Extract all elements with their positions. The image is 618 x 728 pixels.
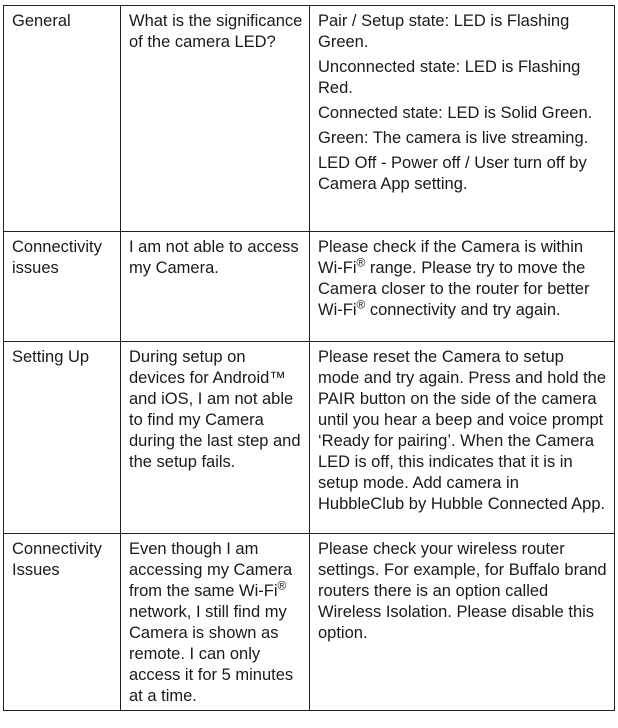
table-row <box>4 342 615 534</box>
registered-mark: ® <box>277 578 287 593</box>
registered-mark: ® <box>356 255 366 270</box>
table-row <box>4 232 615 342</box>
answer-cell <box>310 342 615 534</box>
answer-cell <box>310 6 615 232</box>
category-text: Connectivity Issues <box>12 540 102 579</box>
faq-table <box>3 5 615 711</box>
category-cell <box>4 232 121 342</box>
category-text: Setting Up <box>12 348 90 366</box>
category-text: General <box>12 12 71 30</box>
question-cell <box>121 6 310 232</box>
answer-text-part: Please check if the Camera is within Wi-Fi <box>318 238 584 277</box>
question-text: I am not able to access my Camera. <box>129 238 299 277</box>
question-text: During setup on devices for Android™ and iOS, I am not able to find my Camera during the last step and the setup fails. <box>129 348 301 471</box>
answer-line: Pair / Setup state: LED is Flashing Green. <box>318 12 570 51</box>
question-cell <box>121 342 310 534</box>
registered-mark: ® <box>356 297 366 312</box>
answer-text-part: range. Please try to move the Camera closer to the router for better Wi-Fi <box>318 259 590 319</box>
question-text-part: network, I still find my Camera is shown as remote. I can only access it for 5 minutes at a time. <box>129 603 294 705</box>
category-text: Connectivity issues <box>12 238 102 277</box>
question-text <box>129 540 293 705</box>
question-text: What is the significance of the camera LED? <box>129 12 303 51</box>
category-cell <box>4 6 121 232</box>
answer-line: Unconnected state: LED is Flashing Red. <box>318 58 581 97</box>
answer-cell <box>310 232 615 342</box>
table-row <box>4 6 615 232</box>
answer-text-part: connectivity and try again. <box>365 301 561 319</box>
answer-line: Green: The camera is live streaming. <box>318 129 589 147</box>
category-cell <box>4 342 121 534</box>
question-text-part: Even though I am accessing my Camera from the same Wi-Fi <box>129 540 293 600</box>
question-cell <box>121 534 310 711</box>
table-row <box>4 534 615 711</box>
category-cell <box>4 534 121 711</box>
answer-cell <box>310 534 615 711</box>
answer-text: Please check your wireless router settings. For example, for Buffalo brand routers there is an option called Wireless Isolation. Please disable this option. <box>318 540 607 642</box>
answer-text <box>318 238 589 319</box>
answer-line: LED Off - Power off / User turn off by Camera App setting. <box>318 154 587 193</box>
question-cell <box>121 232 310 342</box>
answer-text: Please reset the Camera to setup mode and try again. Press and hold the PAIR button on the side of the camera until you hear a beep and voice prompt ‘Ready for pairing’. When the Camera LED is off, this indicates that it is in setup mode. Add camera in HubbleClub by Hubble Connected App. <box>318 348 607 513</box>
answer-line: Connected state: LED is Solid Green. <box>318 104 593 122</box>
